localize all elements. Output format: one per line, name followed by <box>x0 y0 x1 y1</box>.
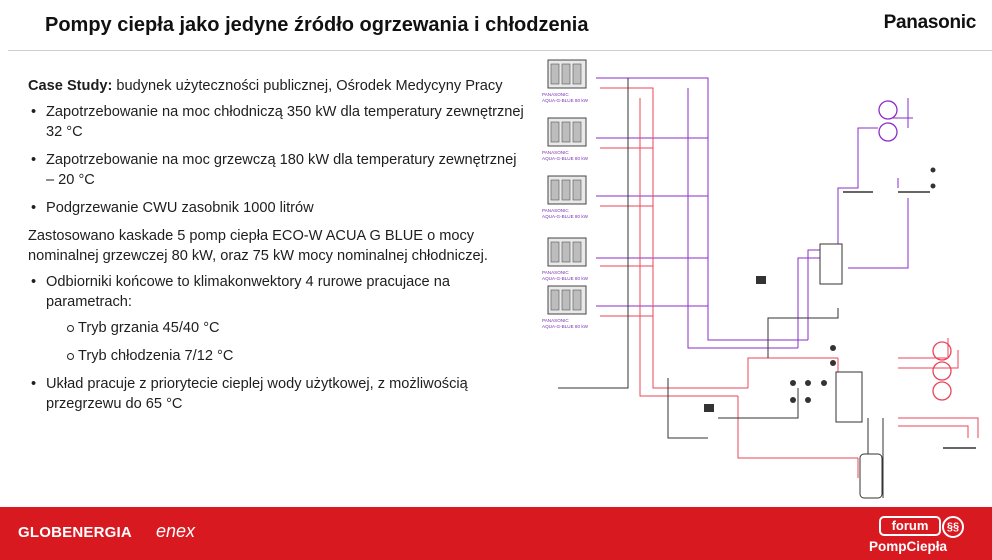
fan-grill <box>562 290 570 310</box>
case-study-content <box>28 76 528 422</box>
case-study-text: budynek użyteczności publicznej, Ośrodek Medycyny Pracy <box>112 78 503 94</box>
receivers-text: Odbiorniki końcowe to klimakonwektory 4 rurowe pracujace na parametrach: <box>46 274 450 310</box>
bullet-receivers <box>28 272 528 366</box>
receivers-list <box>28 272 528 414</box>
cascade-paragraph: Zastosowano kaskade 5 pomp ciepła ECO-W ACUA G BLUE o mocy nominalnej grzewczej 80 kW, oraz 75 kW mocy nominalnej chłodniczej. <box>28 228 488 264</box>
fan-grill <box>573 242 581 262</box>
unit-label: AQUA-G-BLUE 80 kW <box>542 276 588 281</box>
fan-grill <box>551 180 559 200</box>
floor-markers <box>843 192 976 448</box>
unit-label: AQUA-G-BLUE 80 kW <box>542 324 588 329</box>
fan-grill <box>573 122 581 142</box>
unit-label: PANASONIC <box>542 150 569 155</box>
fan-grill <box>573 290 581 310</box>
bullet-priority: • Układ pracuje z priorytecie cieplej wody użytkowej, z możliwością przegrzewu do 65 °C <box>28 374 528 414</box>
buffer-tank <box>820 244 882 498</box>
unit-label: AQUA-G-BLUE 80 kW <box>542 156 588 161</box>
cooling-coils <box>879 101 897 141</box>
unit-label: PANASONIC <box>542 270 569 275</box>
piping <box>558 78 978 498</box>
fan-grill <box>573 180 581 200</box>
fan-grill <box>551 242 559 262</box>
page-title: Pompy ciepła jako jedyne źródło ogrzewania i chłodzenia <box>45 14 589 36</box>
bullet-heating-demand: • Zapotrzebowanie na moc grzewczą 180 kW dla temperatury zewnętrznej – 20 °C <box>28 150 528 190</box>
fan-grill <box>562 64 570 84</box>
mode-cooling: Tryb chłodzenia 7/12 °C <box>46 346 528 366</box>
brand-logo: Panasonic <box>883 12 976 33</box>
fan-grill <box>562 122 570 142</box>
unit-label: PANASONIC <box>542 318 569 323</box>
fan-grill <box>551 64 559 84</box>
case-study-label: Case Study: <box>28 78 113 94</box>
case-study-intro <box>28 76 528 96</box>
bullet-cooling-demand: • Zapotrzebowanie na moc chłodniczą 350 kW dla temperatury zewnętrznej 32 °C <box>28 102 528 142</box>
fan-grill <box>562 180 570 200</box>
fan-grill <box>562 242 570 262</box>
unit-label: PANASONIC <box>542 208 569 213</box>
header-divider <box>8 50 992 51</box>
heat-pump-units <box>542 60 589 329</box>
modes-list <box>46 318 528 366</box>
mode-heating: Tryb grzania 45/40 °C <box>46 318 528 338</box>
hydraulic-schematic <box>538 58 988 504</box>
footer-bar <box>0 507 992 560</box>
globenergia-logo: GLOBENERGIA <box>18 524 132 541</box>
enex-logo: enex <box>156 521 196 541</box>
valves <box>704 168 936 413</box>
fan-grill <box>551 290 559 310</box>
unit-label: AQUA-G-BLUE 80 kW <box>542 214 588 219</box>
fan-grill <box>551 122 559 142</box>
unit-label: AQUA-G-BLUE 80 kW <box>542 98 588 103</box>
requirements-list <box>28 102 528 218</box>
forum-badge: forum <box>879 516 941 536</box>
unit-label: PANASONIC <box>542 92 569 97</box>
pomp-ciepla-label: PompCiepła <box>869 539 948 554</box>
forum-icon: §§ <box>942 516 964 538</box>
fan-grill <box>573 64 581 84</box>
bullet-dhw: • Podgrzewanie CWU zasobnik 1000 litrów <box>28 198 528 218</box>
